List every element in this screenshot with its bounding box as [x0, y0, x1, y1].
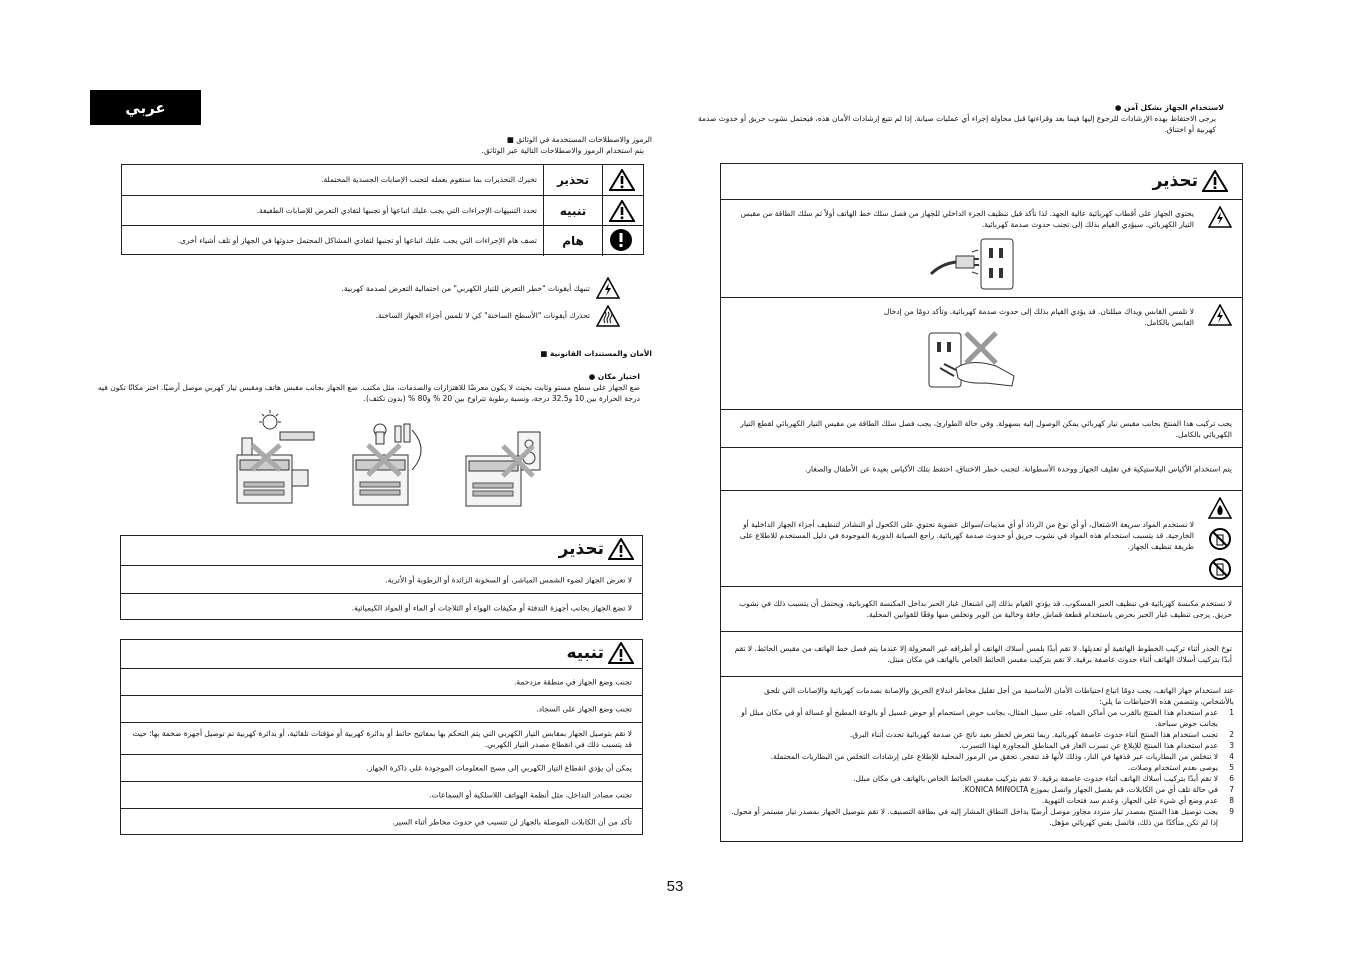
list-number: 8 — [1229, 796, 1234, 805]
symbols-label: تحذير — [543, 165, 603, 195]
safety-warning-box — [720, 163, 1243, 842]
symbols-table — [121, 164, 644, 255]
list-intro: عند استخدام جهاز الهاتف، يجب دومًا اتباع احتياطات الأمان الأساسية من أجل تقليل مخاطر اندلاع الحريق والإصابة بصدمات كهربائية والإصابات التي تلحق بالأشخاص، وتتضمن هذه الاحتياطات ما يلي: — [764, 686, 1234, 706]
safety-heading: الأمان والمستندات القانونية — [549, 349, 652, 358]
warning-row-text: لا تستخدم المواد سريعة الاشتعال، أو أي نوع من الرذاذ أو أي مذيبات/سوائل عضوية تحتوي على الكحول أو النشادر لتنظيف أجزاء الجهاز الداخلية أو الخارجية. قد يتسبب استخدام هذه المواد في نشوب حريق أو حدوث صدمة كهربائية. راجع الصيانة الدورية الموجودة في دليل المستخدم للاطلاع على طريقة تنظيف الجهاز. — [739, 520, 1194, 551]
warning-row — [721, 631, 1242, 676]
warning-row-text: يتم استخدام الأكياس البلاستيكية في تغليف الجهاز ووحدة الأسطوانة. لتجنب خطر الاختناق، احتفظ بتلك الأكياس بعيدة عن الأطفال والصغار. — [805, 464, 1232, 474]
warning-header-row — [121, 536, 642, 565]
warning-row — [121, 565, 642, 593]
warning-triangle-icon — [1202, 170, 1228, 192]
warning-row-text: لا تضع الجهاز بجانب أجهزة التدفئة أو مكيفات الهواء أو الثلاجات أو الماء أو المواد الكيميائية. — [351, 603, 632, 612]
bullet-square-icon: ■ — [540, 349, 548, 358]
caution-row-text: تجنب مصادر التداخل، مثل أنظمة الهواتف اللاسلكية أو السماعات. — [429, 790, 632, 800]
list-number: 9 — [1229, 807, 1234, 816]
list-text: تجنب استخدام هذا المنتج أثناء حدوث عاصفة كهربائية. ربما تتعرض لخطر بعيد ناتج عن صدمة كهربائية تحدث أثناء البرق. — [849, 730, 1218, 739]
caution-row — [121, 668, 642, 695]
caution-row — [121, 781, 642, 808]
list-number: 3 — [1229, 741, 1234, 750]
warning-row — [121, 593, 642, 621]
symbols-text: تخبرك التحذيرات بما ستقوم بعمله لتجنب الإصابات الجسدية المحتملة. — [321, 175, 537, 184]
caution-row-text: تأكد من أن الكابلات الموصلة بالجهاز لن تتسبب في حدوث مخاطر أثناء السير. — [392, 817, 632, 827]
list-item — [729, 707, 1234, 729]
caution-header — [566, 642, 634, 664]
list-text: يجب توصيل هذا المنتج بمصدر تيار متردد مجاور موصل أرضيًا بداخل النطاق المشار إليه في بطاقة التصنيف. لا تقم بتوصيل الجهاز بمصدر تيار مستمر أو محول. إذا لم تكن متأكدًا من ذلك، فاتصل بفني كهربائي مؤهل. — [731, 807, 1218, 827]
list-item — [729, 795, 1234, 806]
symbols-heading: الرموز والاصطلاحات المستخدمة في الوثائق — [516, 135, 652, 144]
list-text: عدم استخدام هذا المنتج بالقرب من أماكن المياه، على سبيل المثال، بجانب حوض استحمام أو حوض غسيل أو بالوعة المطبخ أو غسالة أو في مكان مبلل أو بجانب حوض سباحة. — [741, 708, 1218, 728]
symbols-label: تنبيه — [543, 196, 603, 226]
warning-row-text: لا تلمس القابس ويداك مبللتان. قد يؤدي القيام بذلك إلى حدوث صدمة كهربائية. وتأكد دومًا من إدخال القابس بالكامل. — [883, 307, 1194, 327]
caution-row — [121, 754, 642, 781]
no-solvent-icon — [1208, 557, 1232, 581]
warning-title: تحذير — [1152, 171, 1198, 191]
symbols-sub: يتم استخدام الرموز والاصطلاحات التالية عبر الوثائق. — [481, 146, 644, 155]
warning-header — [1153, 170, 1228, 192]
safe-use-text: يرجى الاحتفاظ بهذه الإرشادات للرجوع إليها فيما بعد وقراءتها قبل محاولة إجراء أي عمليات صيانة. إذا لم تتبع إرشادات الأمان هذه، فيحتمل نشوب حريق أو حدوث صدمة كهربية أو اختناق. — [698, 114, 1216, 134]
page-number: 53 — [666, 878, 684, 895]
list-text: لا تتخلص من البطاريات عبر قذفها في النار، وذلك لأنها قد تنفجر. تحقق من الرموز المحلية للإطلاع على إرشادات التخلص من البطاريات المحتملة. — [770, 752, 1218, 761]
warning-triangle-icon — [608, 538, 634, 560]
location-heading: اختيار مكان — [597, 372, 640, 381]
important-circle-icon — [609, 228, 633, 252]
flammable-icon — [1208, 497, 1232, 519]
electric-hazard-icon — [596, 277, 620, 299]
list-item — [729, 784, 1234, 795]
bullet-square-icon: ■ — [506, 135, 514, 144]
bullet-dot-icon: ● — [588, 372, 596, 381]
no-spray-icon — [1208, 527, 1232, 551]
symbols-row — [122, 195, 643, 225]
location-text: ضع الجهاز على سطح مستو وثابت بحيث لا يكون معرضًا للاهتزازات والصدمات، مثل مكتب. ضع الجهاز بجانب مقبس هاتف ومقبس تيار كهربي موصل أرضيًا. اختر مكانًا تكون فيه درجة الحرارة بين 10 و32.5 درجة، ونسبة رطوبة تتراوح بين 20 % و80 % (بدون تكثف). — [98, 383, 640, 403]
warning-header — [559, 538, 634, 560]
location-warning-box — [120, 535, 643, 620]
warning-header-row — [721, 164, 1242, 199]
language-tab-label: عربي — [125, 98, 166, 117]
list-item — [729, 729, 1234, 740]
hot-surface-icon — [596, 305, 620, 327]
symbols-heading-block — [380, 134, 652, 156]
safety-list-block — [729, 685, 1234, 828]
caution-row-text: تجنب وضع الجهاز في منطقة مزدحمة. — [514, 677, 632, 687]
caution-row-text: يمكن أن يؤدي انقطاع التيار الكهربي إلى مسح المعلومات الموجودة على ذاكرة الجهاز. — [366, 763, 632, 773]
printer-sunlight-illustration — [232, 410, 327, 510]
electric-hazard-icon — [1208, 304, 1232, 326]
list-item — [729, 773, 1234, 784]
list-item — [729, 751, 1234, 762]
bullet-dot-icon: ● — [1114, 103, 1122, 112]
safe-use-heading: لاستخدام الجهاز بشكل آمن — [1123, 103, 1224, 112]
location-caution-box — [120, 639, 643, 835]
warning-row — [721, 447, 1242, 490]
caution-triangle-icon — [609, 200, 635, 222]
icon-note-hot: تحذرك أيقونات "الأسطح الساخنة" كي لا تلمس أجزاء الجهاز الساخنة. — [375, 311, 590, 320]
list-text: لا تقم أبدًا بتركيب أسلاك الهاتف أثناء حدوث عاصفة برقية. لا تقم بتركيب مقبس الحائط الخاص بالهاتف في مكان مبلل. — [853, 774, 1218, 783]
warning-row-text: يجب تركيب هذا المنتج بجانب مقبس تيار كهربائي يمكن الوصول إليه بسهولة. وفي حالة الطوارئ، يجب فصل سلك الطاقة من مقبس التيار الكهربائي لقطع التيار الكهربائي بالكامل. — [740, 418, 1232, 439]
list-item — [729, 806, 1234, 828]
caution-header-row — [121, 640, 642, 668]
symbols-row — [122, 165, 643, 195]
symbols-label: هام — [543, 226, 603, 256]
icon-note-electric: تنبهك أيقونات "خطر التعرض للتيار الكهربي" من احتمالية التعرض لصدمة كهربية. — [341, 284, 590, 293]
list-text: عدم استخدام هذا المنتج للإبلاغ عن تسرب الغاز في المناطق المجاورة لهذا التسرب. — [959, 741, 1218, 750]
list-text: في حالة تلف أي من الكابلات، قم بفصل الجهاز واتصل بموزع KONICA MINOLTA. — [962, 785, 1218, 794]
warning-row-text: لا تعرض الجهاز لضوء الشمس المباشر، أو السخونة الزائدة أو الرطوبة أو الأتربة. — [385, 575, 632, 584]
caution-row-text: تجنب وضع الجهاز على السجاد. — [536, 704, 632, 714]
warning-row — [721, 409, 1242, 447]
caution-row-text: لا تقم بتوصيل الجهاز بمقابس التيار الكهربي التي يتم التحكم بها بمفاتيح حائط أو بدائرة كهربية أو مؤقتات تلقائية، أو بدائرة كهربية تم توصيل أجهزة ضخمة بها؛ حيث قد يتسبب ذلك في انقطاع مصدر التيار الكهربي. — [132, 728, 632, 749]
wet-hand-plug-illustration — [926, 328, 1018, 392]
caution-row — [121, 695, 642, 722]
warning-row — [721, 586, 1242, 631]
warning-row — [721, 297, 1242, 409]
warning-title: تحذير — [558, 539, 604, 559]
caution-row — [121, 808, 642, 835]
warning-row-text: يحتوي الجهاز على أقطاب كهربائية عالية الجهد. لذا تأكد قبل تنظيف الجزء الداخلي للجهاز من فصل سلك خط الهاتف أولاً ثم سلك الطاقة من مقبس التيار الكهربائي. سيؤدي القيام بذلك إلى تجنب حدوث صدمة كهربائية. — [740, 209, 1194, 229]
warning-row — [721, 676, 1242, 842]
list-item — [729, 762, 1234, 773]
list-number: 5 — [1229, 763, 1234, 772]
symbols-row — [122, 225, 643, 255]
caution-row — [121, 722, 642, 754]
list-text: عدم وضع أي شيء على الجهاز، وعدم سد فتحات التهوية. — [1041, 796, 1218, 805]
caution-triangle-icon — [608, 642, 634, 664]
warning-row — [721, 490, 1242, 586]
printer-humidity-illustration — [350, 420, 435, 510]
list-number: 7 — [1229, 785, 1234, 794]
unplug-cord-illustration — [926, 234, 1018, 294]
list-number: 1 — [1229, 708, 1234, 717]
safe-use-block — [688, 102, 1224, 135]
symbols-text: تحدد التنبيهات الإجراءات التي يجب عليك اتباعها أو تجنبها لتفادي التعرض للإصابات الطفيفة. — [256, 206, 537, 215]
electric-hazard-icon — [1208, 206, 1232, 228]
list-number: 6 — [1229, 774, 1234, 783]
warning-row-text: لا تستخدم مكنسة كهربائية في تنظيف الحبر المسكوب. قد يؤدي القيام بذلك إلى اشتعال غبار الحبر بداخل المكنسة الكهربائية، ويحتمل أن يتسبب ذلك في نشوب حريق. يرجى تنظيف غبار الحبر بحرص باستخدام قطعة قماش جافة وخالية من الوبر وتخلص منها وفقًا للقوانين المحلية. — [739, 599, 1232, 619]
language-tab — [90, 90, 201, 125]
warning-triangle-icon — [609, 169, 635, 191]
list-number: 2 — [1229, 730, 1234, 739]
list-item — [729, 740, 1234, 751]
symbols-text: تصف هام الإجراءات التي يجب عليك اتباعها أو تجنبها لتفادي المشاكل المحتمل حدوثها في الجهاز أو تلف أشياء أخرى. — [177, 236, 537, 245]
warning-row — [721, 199, 1242, 297]
printer-speaker-illustration — [463, 428, 548, 510]
safety-heading-block — [380, 348, 652, 359]
list-text: يوصى بعدم استخدام وصلات. — [1127, 763, 1218, 772]
caution-title: تنبيه — [566, 643, 604, 663]
location-heading-block — [380, 371, 640, 382]
list-number: 4 — [1229, 752, 1234, 761]
warning-row-text: توخ الحذر أثناء تركيب الخطوط الهاتفية أو تعديلها. لا تقم أبدًا بلمس أسلاك الهاتف أو أطرافه غير المعزولة إلا عندما يتم فصل خط الهاتف من مقبس الحائط. لا تقم أبدًا بتركيب أسلاك الهاتف أثناء حدوث عاصفة برقية. لا تقم بتركيب مقبس الحائط الخاص بالهاتف في مكان مبتل. — [734, 644, 1232, 664]
